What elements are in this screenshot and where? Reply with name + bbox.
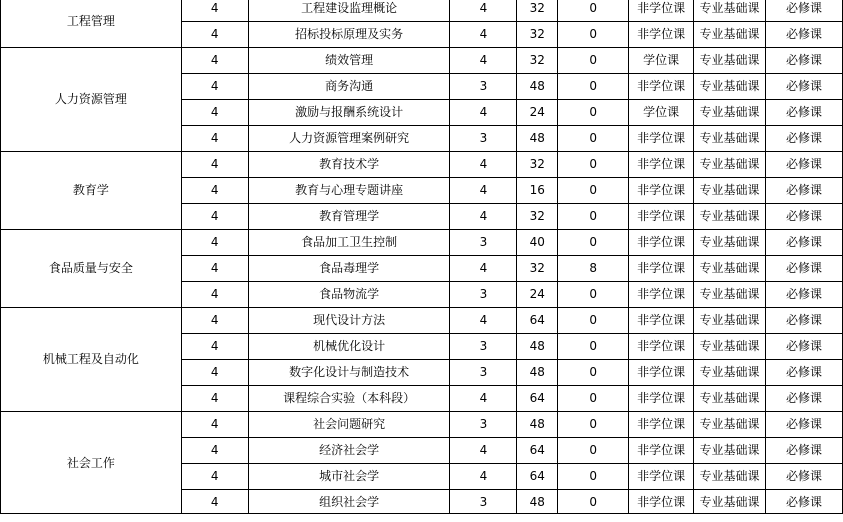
level-cell: 4: [181, 48, 248, 74]
level-cell: 4: [181, 334, 248, 360]
level-cell: 4: [181, 308, 248, 334]
category-cell: 专业基础课: [694, 100, 766, 126]
degree-type-cell: 非学位课: [629, 126, 694, 152]
requirement-cell: 必修课: [766, 230, 843, 256]
degree-type-cell: 非学位课: [629, 360, 694, 386]
course-name-cell: 教育与心理专题讲座: [248, 178, 450, 204]
lab-hours-cell: 0: [558, 0, 629, 22]
hours-cell: 64: [517, 386, 558, 412]
credit-cell: 3: [450, 412, 517, 438]
credit-cell: 3: [450, 230, 517, 256]
category-cell: 专业基础课: [694, 22, 766, 48]
hours-cell: 64: [517, 308, 558, 334]
credit-cell: 4: [450, 22, 517, 48]
category-cell: 专业基础课: [694, 48, 766, 74]
course-name-cell: 组织社会学: [248, 490, 450, 516]
hours-cell: 48: [517, 412, 558, 438]
category-cell: 专业基础课: [694, 74, 766, 100]
hours-cell: 40: [517, 230, 558, 256]
major-name-cell: 工程管理: [1, 0, 182, 48]
course-name-cell: 课程综合实验（本科段）: [248, 386, 450, 412]
category-cell: 专业基础课: [694, 308, 766, 334]
requirement-cell: 必修课: [766, 126, 843, 152]
lab-hours-cell: 0: [558, 334, 629, 360]
category-cell: 专业基础课: [694, 412, 766, 438]
lab-hours-cell: 0: [558, 360, 629, 386]
lab-hours-cell: 0: [558, 152, 629, 178]
credit-cell: 4: [450, 100, 517, 126]
course-name-cell: 人力资源管理案例研究: [248, 126, 450, 152]
category-cell: 专业基础课: [694, 282, 766, 308]
degree-type-cell: 非学位课: [629, 74, 694, 100]
category-cell: 专业基础课: [694, 386, 766, 412]
table-row: [1, 48, 843, 74]
course-name-cell: 教育技术学: [248, 152, 450, 178]
credit-cell: 4: [450, 438, 517, 464]
lab-hours-cell: 0: [558, 126, 629, 152]
degree-type-cell: 非学位课: [629, 204, 694, 230]
lab-hours-cell: 0: [558, 438, 629, 464]
level-cell: 4: [181, 438, 248, 464]
credit-cell: 4: [450, 48, 517, 74]
hours-cell: 32: [517, 22, 558, 48]
requirement-cell: 必修课: [766, 178, 843, 204]
credit-cell: 4: [450, 0, 517, 22]
table-body: [1, 0, 843, 516]
requirement-cell: 必修课: [766, 438, 843, 464]
requirement-cell: 必修课: [766, 74, 843, 100]
requirement-cell: 必修课: [766, 308, 843, 334]
requirement-cell: 必修课: [766, 360, 843, 386]
degree-type-cell: 学位课: [629, 48, 694, 74]
credit-cell: 4: [450, 308, 517, 334]
hours-cell: 32: [517, 204, 558, 230]
credit-cell: 3: [450, 334, 517, 360]
hours-cell: 32: [517, 152, 558, 178]
lab-hours-cell: 0: [558, 74, 629, 100]
course-name-cell: 食品物流学: [248, 282, 450, 308]
course-name-cell: 现代设计方法: [248, 308, 450, 334]
degree-type-cell: 非学位课: [629, 464, 694, 490]
level-cell: 4: [181, 256, 248, 282]
course-name-cell: 工程建设监理概论: [248, 0, 450, 22]
lab-hours-cell: 0: [558, 412, 629, 438]
credit-cell: 3: [450, 360, 517, 386]
degree-type-cell: 非学位课: [629, 0, 694, 22]
course-name-cell: 食品毒理学: [248, 256, 450, 282]
course-name-cell: 社会问题研究: [248, 412, 450, 438]
level-cell: 4: [181, 386, 248, 412]
level-cell: 4: [181, 178, 248, 204]
requirement-cell: 必修课: [766, 204, 843, 230]
requirement-cell: 必修课: [766, 334, 843, 360]
course-name-cell: 经济社会学: [248, 438, 450, 464]
degree-type-cell: 非学位课: [629, 178, 694, 204]
credit-cell: 3: [450, 126, 517, 152]
credit-cell: 4: [450, 178, 517, 204]
lab-hours-cell: 0: [558, 308, 629, 334]
lab-hours-cell: 0: [558, 464, 629, 490]
level-cell: 4: [181, 22, 248, 48]
requirement-cell: 必修课: [766, 412, 843, 438]
degree-type-cell: 非学位课: [629, 256, 694, 282]
course-name-cell: 招标投标原理及实务: [248, 22, 450, 48]
requirement-cell: 必修课: [766, 282, 843, 308]
course-name-cell: 商务沟通: [248, 74, 450, 100]
level-cell: 4: [181, 490, 248, 516]
degree-type-cell: 非学位课: [629, 230, 694, 256]
table-row: [1, 152, 843, 178]
lab-hours-cell: 0: [558, 386, 629, 412]
category-cell: 专业基础课: [694, 204, 766, 230]
degree-type-cell: 非学位课: [629, 308, 694, 334]
category-cell: 专业基础课: [694, 256, 766, 282]
table-row: [1, 412, 843, 438]
degree-type-cell: 非学位课: [629, 334, 694, 360]
major-name-cell: 人力资源管理: [1, 48, 182, 152]
course-name-cell: 数字化设计与制造技术: [248, 360, 450, 386]
credit-cell: 3: [450, 282, 517, 308]
lab-hours-cell: 8: [558, 256, 629, 282]
requirement-cell: 必修课: [766, 100, 843, 126]
hours-cell: 24: [517, 282, 558, 308]
course-name-cell: 教育管理学: [248, 204, 450, 230]
category-cell: 专业基础课: [694, 230, 766, 256]
table-row: [1, 308, 843, 334]
degree-type-cell: 非学位课: [629, 22, 694, 48]
degree-type-cell: 非学位课: [629, 412, 694, 438]
level-cell: 4: [181, 282, 248, 308]
hours-cell: 32: [517, 48, 558, 74]
degree-type-cell: 非学位课: [629, 152, 694, 178]
hours-cell: 64: [517, 464, 558, 490]
hours-cell: 24: [517, 100, 558, 126]
hours-cell: 32: [517, 256, 558, 282]
credit-cell: 4: [450, 464, 517, 490]
lab-hours-cell: 0: [558, 178, 629, 204]
level-cell: 4: [181, 152, 248, 178]
course-name-cell: 绩效管理: [248, 48, 450, 74]
hours-cell: 48: [517, 490, 558, 516]
requirement-cell: 必修课: [766, 0, 843, 22]
course-name-cell: 激励与报酬系统设计: [248, 100, 450, 126]
course-name-cell: 食品加工卫生控制: [248, 230, 450, 256]
credit-cell: 4: [450, 256, 517, 282]
degree-type-cell: 非学位课: [629, 490, 694, 516]
requirement-cell: 必修课: [766, 490, 843, 516]
category-cell: 专业基础课: [694, 464, 766, 490]
hours-cell: 16: [517, 178, 558, 204]
requirement-cell: 必修课: [766, 22, 843, 48]
table-row: [1, 0, 843, 22]
hours-cell: 48: [517, 126, 558, 152]
category-cell: 专业基础课: [694, 178, 766, 204]
requirement-cell: 必修课: [766, 386, 843, 412]
requirement-cell: 必修课: [766, 48, 843, 74]
credit-cell: 3: [450, 74, 517, 100]
major-name-cell: 机械工程及自动化: [1, 308, 182, 412]
table-row: [1, 230, 843, 256]
lab-hours-cell: 0: [558, 282, 629, 308]
requirement-cell: 必修课: [766, 152, 843, 178]
credit-cell: 4: [450, 386, 517, 412]
hours-cell: 48: [517, 360, 558, 386]
course-name-cell: 城市社会学: [248, 464, 450, 490]
category-cell: 专业基础课: [694, 438, 766, 464]
category-cell: 专业基础课: [694, 334, 766, 360]
level-cell: 4: [181, 204, 248, 230]
degree-type-cell: 非学位课: [629, 386, 694, 412]
lab-hours-cell: 0: [558, 230, 629, 256]
level-cell: 4: [181, 464, 248, 490]
lab-hours-cell: 0: [558, 204, 629, 230]
level-cell: 4: [181, 412, 248, 438]
major-name-cell: 社会工作: [1, 412, 182, 516]
credit-cell: 4: [450, 204, 517, 230]
level-cell: 4: [181, 100, 248, 126]
category-cell: 专业基础课: [694, 360, 766, 386]
degree-type-cell: 学位课: [629, 100, 694, 126]
credit-cell: 3: [450, 490, 517, 516]
level-cell: 4: [181, 230, 248, 256]
requirement-cell: 必修课: [766, 256, 843, 282]
category-cell: 专业基础课: [694, 152, 766, 178]
degree-type-cell: 非学位课: [629, 282, 694, 308]
course-name-cell: 机械优化设计: [248, 334, 450, 360]
hours-cell: 32: [517, 0, 558, 22]
hours-cell: 64: [517, 438, 558, 464]
major-name-cell: 食品质量与安全: [1, 230, 182, 308]
level-cell: 4: [181, 0, 248, 22]
lab-hours-cell: 0: [558, 22, 629, 48]
major-name-cell: 教育学: [1, 152, 182, 230]
category-cell: 专业基础课: [694, 490, 766, 516]
credit-cell: 4: [450, 152, 517, 178]
degree-type-cell: 非学位课: [629, 438, 694, 464]
requirement-cell: 必修课: [766, 464, 843, 490]
category-cell: 专业基础课: [694, 126, 766, 152]
hours-cell: 48: [517, 74, 558, 100]
category-cell: 专业基础课: [694, 0, 766, 22]
lab-hours-cell: 0: [558, 100, 629, 126]
level-cell: 4: [181, 74, 248, 100]
level-cell: 4: [181, 360, 248, 386]
hours-cell: 48: [517, 334, 558, 360]
level-cell: 4: [181, 126, 248, 152]
lab-hours-cell: 0: [558, 48, 629, 74]
lab-hours-cell: 0: [558, 490, 629, 516]
